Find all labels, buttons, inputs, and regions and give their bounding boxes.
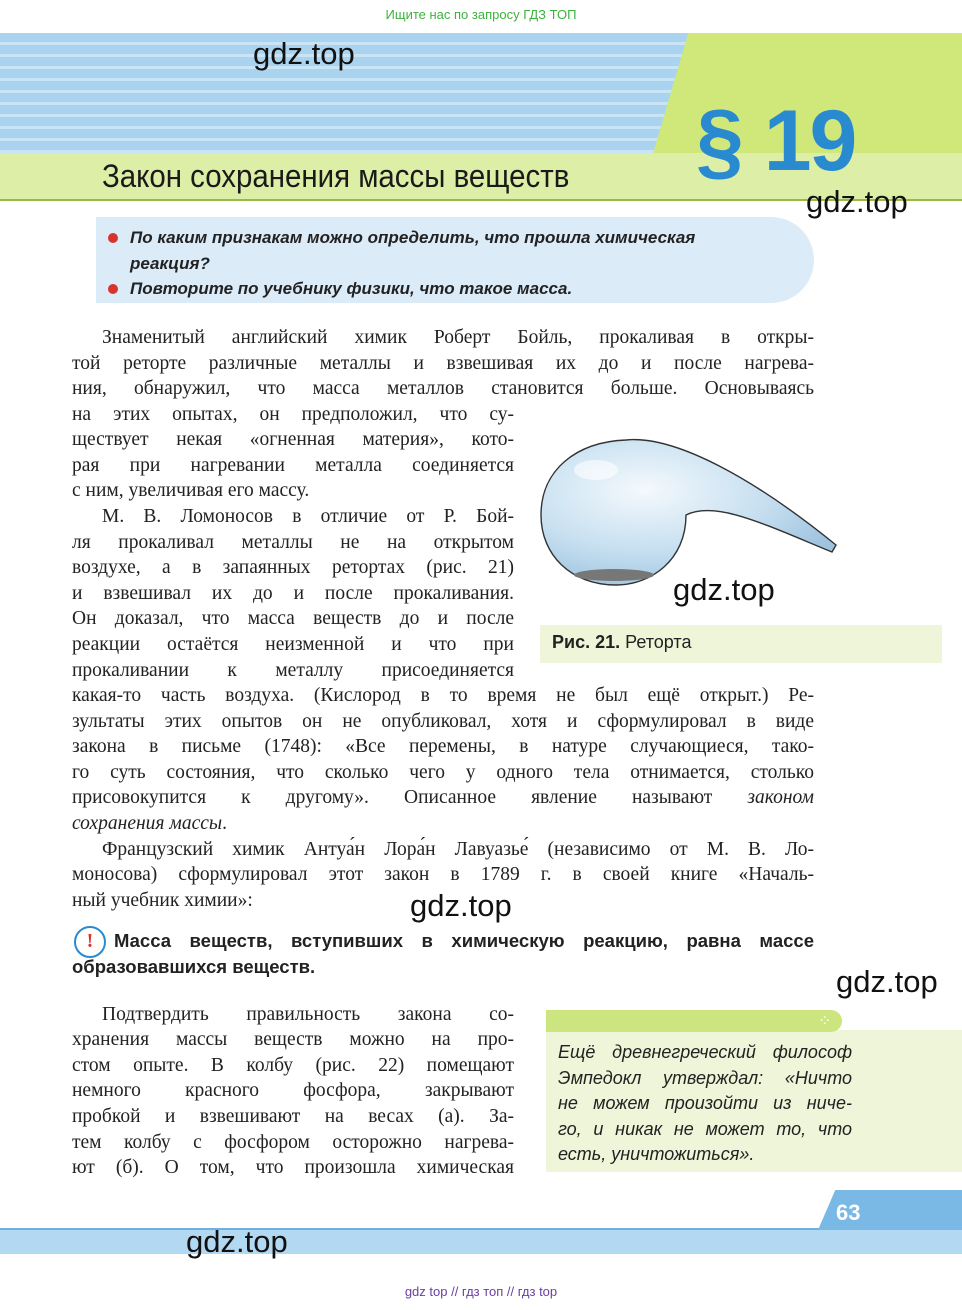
text-line: М. В. Ломоносов в отличие от Р. Бой- — [102, 506, 514, 527]
question-item: Повторите по учебнику физики, что такое масса. — [130, 276, 572, 302]
dots-icon: ⁘ — [818, 1013, 832, 1030]
text-line: зультаты этих опытов он не опубликовал, хотя и сформулировал в виде — [72, 711, 814, 732]
text-line: хранения массы веществ можно на про- — [72, 1029, 514, 1050]
bullet-icon — [108, 233, 118, 243]
exclamation-icon: ! — [74, 926, 106, 958]
text-line: той реторте различные металлы и взвешивая их до и после нагрева- — [72, 353, 814, 374]
text-line: ния, обнаружил, что масса металлов становится больше. Основываясь — [72, 378, 814, 399]
side-note-header — [546, 1010, 842, 1032]
text-line: го суть состояния, что сколько чего у одного тела отнимается, столько — [72, 762, 814, 783]
text-line: закона в письме (1748): «Все перемены, в натуре случающиеся, тако- — [72, 736, 814, 757]
search-hint-banner[interactable]: Ищите нас по запросу ГДЗ ТОП — [385, 7, 577, 22]
review-questions — [96, 217, 814, 303]
text-line: Он доказал, что масса веществ до и после — [72, 608, 514, 629]
text-line: реакции остаётся неизменной и что при — [72, 634, 514, 655]
footer-band — [0, 1228, 962, 1254]
text-line: какая-то часть воздуха. (Кислород в то время не был ещё открыт.) Ре- — [72, 685, 814, 706]
text-line: воздухе, а в запаянных ретортах (рис. 21) — [72, 557, 514, 578]
question-item: По каким признакам можно определить, что прошла химическая — [130, 225, 695, 251]
footer-divider — [0, 1228, 962, 1230]
page-title: Закон сохранения массы веществ — [102, 158, 570, 194]
text-line: прокаливании к металлу присоединяется — [72, 660, 514, 681]
watermark: gdz.top — [186, 1224, 288, 1259]
watermark: gdz.top — [836, 964, 938, 999]
text-line: на этих опытах, он предположил, что су- — [72, 404, 514, 425]
text-line: с ним, увеличивая его массу. — [72, 480, 310, 501]
text-line: ществует некая «огненная материя», кото- — [72, 429, 514, 450]
bullet-icon — [108, 284, 118, 294]
term-highlight: законом — [747, 787, 815, 808]
text-line: немного красного фосфора, закрывают — [72, 1080, 514, 1101]
footer-links[interactable]: gdz top // гдз топ // гдз top — [404, 1284, 558, 1299]
term-highlight: сохранения массы — [72, 813, 223, 834]
text-line: моносова) сформулировал этот закон в 1789 г. в своей книге «Началь- — [72, 864, 814, 885]
text-line: ют (б). О том, что произошла химическая — [72, 1157, 514, 1178]
text-line: пробкой и взвешивают на весах (а). За- — [72, 1106, 514, 1127]
watermark: gdz.top — [410, 888, 512, 923]
text-line: тем колбу с фосфором осторожно нагрева- — [72, 1132, 514, 1153]
text-line: Французский химик Антуа́н Лора́н Лавуазье́ (независимо от М. В. Ло- — [102, 839, 814, 860]
side-note-text: Ещё древнегреческий философ Эмпедокл утверждал: «Ничто не можем произойти из ниче- го, и никак не может то, что есть, уничтожиться». — [558, 1042, 852, 1165]
text-line: сохранения массы. — [72, 813, 227, 834]
text-line: стом опыте. В колбу (рис. 22) помещают — [72, 1055, 514, 1076]
text-line: Знаменитый английский химик Роберт Бойль, прокаливая в откры- — [102, 327, 814, 348]
text-line: ный учебник химии»: — [72, 890, 253, 911]
section-number: § 19 — [696, 93, 856, 189]
text-line: ля прокаливал металлы не на открытом — [72, 532, 514, 553]
page-number: 63 — [836, 1200, 861, 1225]
watermark: gdz.top — [673, 572, 775, 607]
law-statement: Масса веществ, вступивших в химическую реакцию, равна массе образовавшихся веществ. — [72, 930, 814, 977]
text-line: присовокупится к другому». Описанное явление называют законом — [72, 787, 815, 808]
watermark: gdz.top — [806, 184, 908, 219]
text-line: рая при нагревании металла соединяется — [72, 455, 514, 476]
text-line: Подтвердить правильность закона со- — [102, 1004, 514, 1025]
text-line: и взвешивал их до и после прокаливания. — [72, 583, 514, 604]
header-stripes — [0, 33, 742, 153]
watermark: gdz.top — [253, 36, 355, 71]
figure-caption: Рис. 21. Реторта — [552, 632, 692, 652]
question-item-continuation: реакция? — [130, 254, 210, 273]
